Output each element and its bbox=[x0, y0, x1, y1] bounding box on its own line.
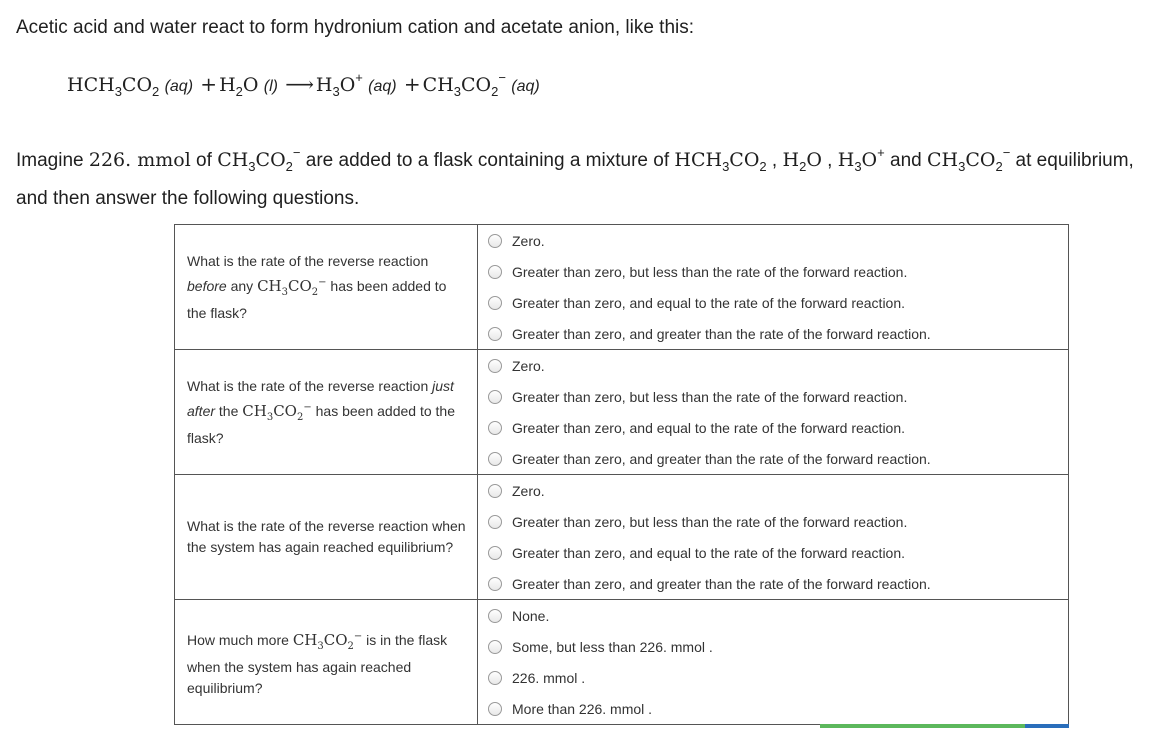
intro-text: Acetic acid and water react to form hydronium cation and acetate anion, like this: bbox=[16, 17, 695, 38]
answer-option[interactable]: Greater than zero, and equal to the rate of the forward reaction. bbox=[478, 287, 1068, 318]
acetate-formula: $CH_3CO_2^-$ bbox=[926, 145, 1011, 174]
radio-button[interactable] bbox=[488, 234, 502, 248]
acetic-acid-formula: $HCH_3CO_2$ bbox=[67, 74, 160, 99]
question-table bbox=[174, 224, 1069, 725]
question-row bbox=[175, 225, 1069, 350]
question-row bbox=[175, 350, 1069, 475]
phase-label: (l) bbox=[263, 78, 278, 95]
acetate-formula: $CH_3CO_2^-$ bbox=[242, 401, 312, 423]
radio-button[interactable] bbox=[488, 296, 502, 310]
options-cell bbox=[478, 600, 1069, 725]
radio-button[interactable] bbox=[488, 265, 502, 279]
reaction-equation bbox=[67, 70, 540, 99]
reaction-arrow: ⟶ bbox=[285, 72, 314, 96]
radio-button[interactable] bbox=[488, 452, 502, 466]
phase-label: (aq) bbox=[368, 78, 397, 95]
options-cell bbox=[478, 350, 1069, 475]
question-cell: What is the rate of the reverse reaction before any $CH_3CO_2^-$ has been added to the flask? bbox=[175, 225, 478, 350]
answer-option[interactable]: Zero. bbox=[478, 475, 1068, 506]
radio-button[interactable] bbox=[488, 359, 502, 373]
question-row bbox=[175, 475, 1069, 600]
blue-strip bbox=[1025, 724, 1069, 728]
plus-sign: + bbox=[200, 72, 218, 96]
question-cell: How much more $CH_3CO_2^-$ is in the flask when the system has again reached equilibrium? bbox=[175, 600, 478, 725]
radio-button[interactable] bbox=[488, 421, 502, 435]
question-row bbox=[175, 600, 1069, 725]
amount-value: 226. mmol bbox=[88, 149, 191, 171]
options-cell bbox=[478, 225, 1069, 350]
radio-button[interactable] bbox=[488, 327, 502, 341]
hydronium-formula: $H_3O^+$ bbox=[315, 70, 363, 99]
water-formula: $H_2O$ bbox=[219, 74, 259, 99]
options-cell bbox=[478, 475, 1069, 600]
answer-option[interactable]: Greater than zero, and equal to the rate of the forward reaction. bbox=[478, 412, 1068, 443]
answer-option[interactable]: Zero. bbox=[478, 225, 1068, 256]
acetic-acid-formula: $HCH_3CO_2$ bbox=[674, 149, 767, 174]
answer-option[interactable]: 226. mmol . bbox=[478, 662, 1068, 693]
radio-button[interactable] bbox=[488, 640, 502, 654]
acetate-formula: $CH_3CO_2^-$ bbox=[292, 630, 363, 652]
answer-option[interactable]: Greater than zero, but less than the rate of the forward reaction. bbox=[478, 256, 1068, 287]
answer-option[interactable]: Greater than zero, and greater than the rate of the forward reaction. bbox=[478, 443, 1068, 474]
plus-sign: + bbox=[403, 72, 421, 96]
question-cell: What is the rate of the reverse reaction just after the $CH_3CO_2^-$ has been added to the flask? bbox=[175, 350, 478, 475]
radio-button[interactable] bbox=[488, 546, 502, 560]
acetate-formula: $CH_3CO_2^-$ bbox=[217, 145, 301, 174]
radio-button[interactable] bbox=[488, 390, 502, 404]
answer-option[interactable]: Greater than zero, but less than the rate of the forward reaction. bbox=[478, 381, 1068, 412]
question-cell: What is the rate of the reverse reaction when the system has again reached equilibrium? bbox=[175, 475, 478, 600]
answer-option[interactable]: Greater than zero, and greater than the rate of the forward reaction. bbox=[478, 318, 1068, 349]
answer-option[interactable]: Greater than zero, and equal to the rate of the forward reaction. bbox=[478, 537, 1068, 568]
instructions-text: Imagine 226. mmol of $CH_3CO_2^-$ are added to a flask containing a mixture of $HCH_3CO_2$ , $H_2O$ , $H_3O^+$ and $CH_3CO_2^-$ at equilibrium, and then answer the following questions. bbox=[16, 145, 1134, 209]
acetate-formula: $CH_3CO_2^-$ bbox=[422, 70, 506, 99]
phase-label: (aq) bbox=[511, 78, 540, 95]
answer-option[interactable]: Greater than zero, but less than the rate of the forward reaction. bbox=[478, 506, 1068, 537]
radio-button[interactable] bbox=[488, 702, 502, 716]
phase-label: (aq) bbox=[164, 78, 194, 95]
radio-button[interactable] bbox=[488, 515, 502, 529]
answer-option[interactable]: Some, but less than 226. mmol . bbox=[478, 631, 1068, 662]
radio-button[interactable] bbox=[488, 484, 502, 498]
acetate-formula: $CH_3CO_2^-$ bbox=[257, 276, 327, 298]
answer-option[interactable]: Greater than zero, and greater than the rate of the forward reaction. bbox=[478, 568, 1068, 599]
answer-option[interactable]: Zero. bbox=[478, 350, 1068, 381]
radio-button[interactable] bbox=[488, 609, 502, 623]
water-formula: $H_2O$ bbox=[782, 149, 822, 174]
answer-option[interactable]: None. bbox=[478, 600, 1068, 631]
answer-option[interactable]: More than 226. mmol . bbox=[478, 693, 1068, 724]
radio-button[interactable] bbox=[488, 671, 502, 685]
hydronium-formula: $H_3O^+$ bbox=[837, 145, 885, 174]
green-strip bbox=[820, 724, 1025, 728]
radio-button[interactable] bbox=[488, 577, 502, 591]
